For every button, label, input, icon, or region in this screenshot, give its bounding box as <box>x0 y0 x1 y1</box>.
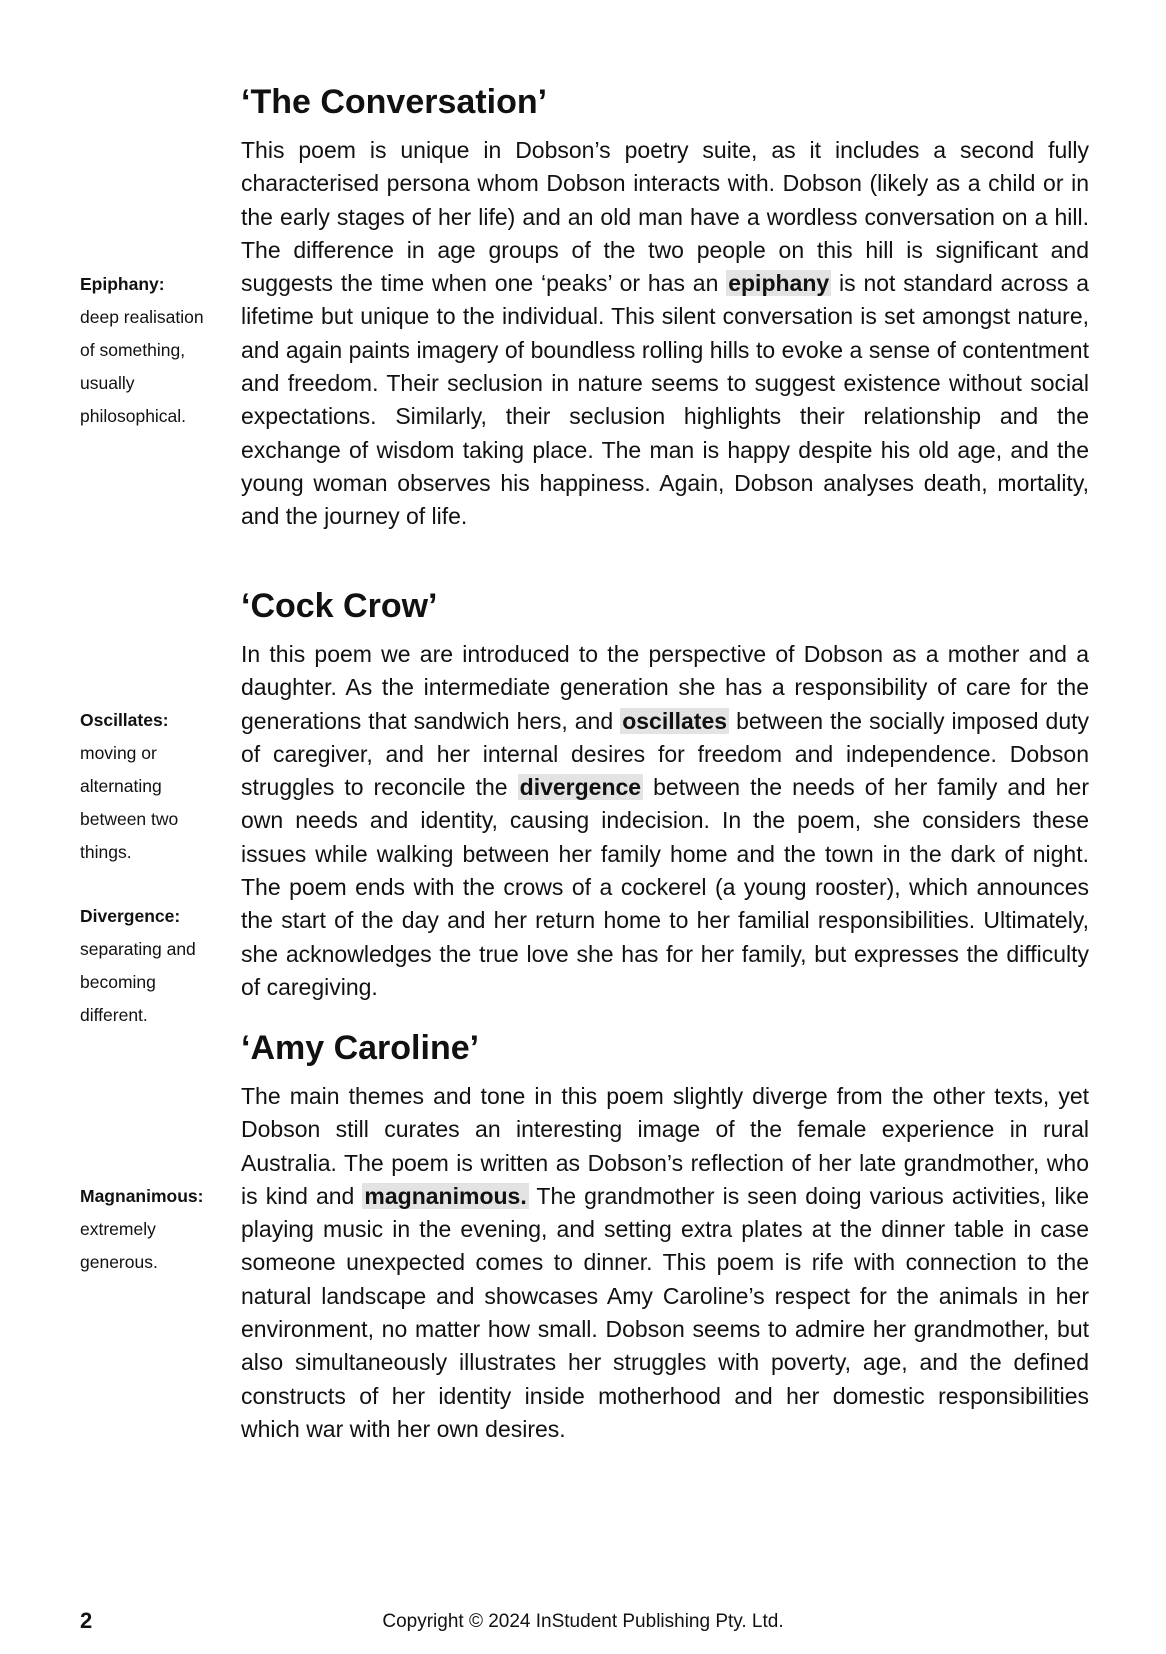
section-title: ‘The Conversation’ <box>241 83 548 121</box>
body-text: In this poem we are introduced to the perspective of Dobson as a mother and a daughter. As the intermediate generation she has a responsibility of care for the generations that sandwich hers, and <box>241 641 1089 734</box>
glossary-oscillates <box>80 704 230 869</box>
glossary-highlight: magnanimous. <box>364 1182 527 1209</box>
copyright-notice: Copyright © 2024 InStudent Publishing Pty. Ltd. <box>382 1611 784 1632</box>
glossary-def-line: separating and <box>80 939 196 959</box>
section-body <box>241 134 1089 534</box>
page-number: 2 <box>80 1608 93 1633</box>
glossary-highlight: oscillates <box>622 707 728 734</box>
section-body <box>241 1080 1089 1446</box>
body-text: The grandmother is seen doing various activities, like playing music in the evening, and setting extra plates at the dinner table in case someone unexpected comes to dinner. This poem is rife with connection to the natural landscape and showcases Amy Caroline’s respect for the animals in her environment, no matter how small. Dobson seems to admire her grandmother, but also simultaneously illustrates her struggles with poverty, age, and the defined constructs of her identity inside motherhood and her domestic responsibilities which war with her own desires. <box>241 1182 1089 1442</box>
glossary-def-line: usually <box>80 373 135 393</box>
glossary-highlight: divergence <box>519 774 642 801</box>
body-text: This poem is unique in Dobson’s poetry suite, as it includes a second fully characterised persona whom Dobson interacts with. Dobson (likely as a child or in the early stages of her life) and an old man have a wordless conversation on a hill. The difference in age groups of the two people on this hill is significant and suggests the time when one ‘peaks’ or has an <box>241 137 1089 297</box>
section-the-conversation <box>241 82 1089 534</box>
glossary-def-line: extremely <box>80 1219 156 1239</box>
section-title: ‘Cock Crow’ <box>241 587 438 625</box>
glossary-def-line: deep realisation <box>80 307 204 327</box>
glossary-def-line: between two <box>80 809 179 829</box>
glossary-def-line: alternating <box>80 776 162 796</box>
glossary-def-line: becoming <box>80 972 156 992</box>
body-text: The main themes and tone in this poem slightly diverge from the other texts, yet Dobson still curates an interesting image of the female experience in rural Australia. The poem is written as Dobson’s reflection of her late grandmother, who is kind and <box>241 1083 1089 1209</box>
body-text: between the needs of her family and her own needs and identity, causing indecision. In the poem, she considers these issues while walking between her family home and the town in the dark of night. The poem ends with the crows of a cockerel (a young rooster), which announces the start of the day and her return home to her familial responsibilities. Ultimately, she acknowledges the true love she has for her family, but expresses the difficulty of caregiving. <box>241 774 1089 1000</box>
glossary-def-line: moving or <box>80 743 157 763</box>
glossary-def-line: different. <box>80 1005 148 1025</box>
section-amy-caroline <box>241 1028 1089 1446</box>
glossary-divergence <box>80 900 230 1032</box>
glossary-term: Magnanimous: <box>80 1186 204 1206</box>
glossary-epiphany <box>80 268 230 433</box>
glossary-highlight: epiphany <box>728 270 830 297</box>
section-title: ‘Amy Caroline’ <box>241 1029 480 1067</box>
glossary-term: Divergence: <box>80 906 181 926</box>
glossary-term: Epiphany: <box>80 274 165 294</box>
body-text: between the socially imposed duty of caregiver, and her internal desires for freedom and independence. Dobson struggles to reconcile the <box>241 707 1090 801</box>
glossary-magnanimous <box>80 1180 230 1279</box>
glossary-def-line: generous. <box>80 1252 158 1272</box>
glossary-def-line: philosophical. <box>80 406 187 426</box>
section-body <box>241 638 1089 1004</box>
glossary-def-line: of something, <box>80 340 186 360</box>
section-cock-crow <box>241 586 1089 1004</box>
body-text: is not standard across a lifetime but unique to the individual. This silent conversation is set amongst nature, and again paints imagery of boundless rolling hills to evoke a sense of contentment and freedom. Their seclusion in nature seems to suggest existence without social expectations. Similarly, their seclusion highlights their relationship and the exchange of wisdom taking place. The man is happy despite his old age, and the young woman observes his happiness. Again, Dobson analyses death, mortality, and the journey of life. <box>241 270 1089 530</box>
glossary-def-line: things. <box>80 842 132 862</box>
glossary-term: Oscillates: <box>80 710 169 730</box>
